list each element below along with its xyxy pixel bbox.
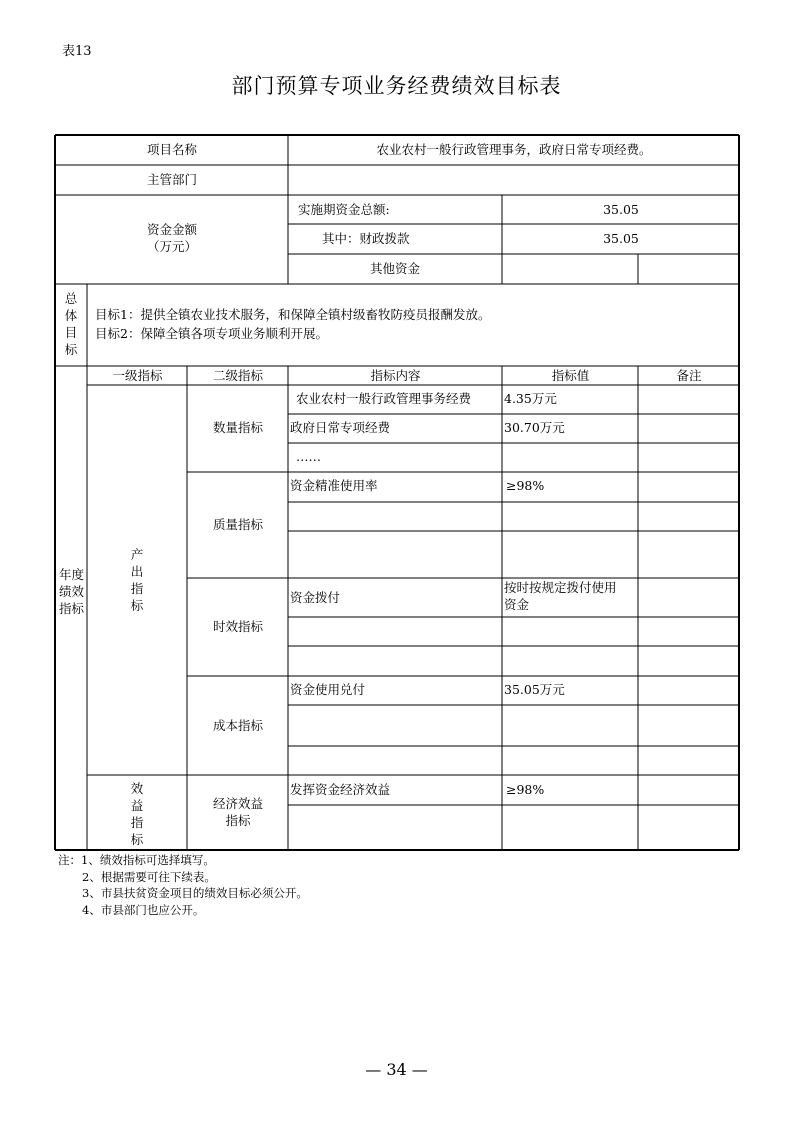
goal-line-1: 目标1：提供全镇农业技术服务，和保障全镇村级畜牧防疫员报酬发放。 — [95, 307, 491, 322]
quantity-value-2: 30.70万元 — [504, 420, 565, 435]
note-4: 4、市县部门也应公开。 — [82, 902, 205, 917]
economic-value-1: ≥98% — [506, 782, 545, 797]
economic-indicator-label: 经济效益 — [212, 796, 263, 811]
header-content: 指标内容 — [370, 368, 421, 383]
quantity-value-1: 4.35万元 — [504, 391, 557, 406]
funds-unit: （万元） — [146, 239, 197, 254]
overall-goal-label: 总体目标 — [64, 291, 78, 357]
timeliness-indicator-label: 时效指标 — [212, 619, 263, 634]
table-number: 表13 — [62, 44, 92, 59]
output-indicators-label: 产出指标 — [130, 547, 144, 613]
benefit-indicators-label: 效益指标 — [130, 781, 144, 847]
note-1: 注：1、绩效指标可选择填写。 — [58, 853, 215, 867]
header-value: 指标值 — [551, 368, 590, 383]
quality-indicator-label: 质量指标 — [212, 517, 263, 532]
cost-value-1: 35.05万元 — [504, 682, 565, 697]
other-funds-label: 其他资金 — [369, 261, 420, 276]
timeliness-value-1: 按时按规定拨付使用 — [504, 580, 617, 595]
header-level1: 一级指标 — [112, 368, 163, 383]
project-name-value: 农业农村一般行政管理事务，政府日常专项经费。 — [376, 142, 652, 157]
total-funds-label: 实施期资金总额: — [298, 202, 390, 217]
footnotes — [58, 852, 308, 918]
page-title: 部门预算专项业务经费绩效目标表 — [231, 74, 562, 98]
fiscal-funds-value: 35.05 — [603, 231, 639, 246]
quantity-content-1: 农业农村一般行政管理事务经费 — [296, 391, 472, 406]
fiscal-funds-label: 其中：财政拨款 — [322, 231, 410, 246]
quantity-content-3: …… — [296, 449, 321, 464]
funds-label: 资金金额 — [146, 222, 197, 237]
quantity-indicator-label: 数量指标 — [212, 420, 263, 435]
quality-value-1: ≥98% — [506, 478, 545, 493]
note-3: 3、市县扶贫资金项目的绩效目标必须公开。 — [82, 886, 308, 900]
header-level2: 二级指标 — [212, 368, 263, 383]
page-number: — 34 — — [365, 1060, 428, 1079]
cost-content-1: 资金使用兑付 — [290, 682, 366, 697]
department-label: 主管部门 — [146, 172, 197, 187]
header-remark: 备注 — [676, 368, 702, 383]
quality-content-1: 资金精准使用率 — [290, 478, 378, 493]
quantity-content-2: 政府日常专项经费 — [290, 420, 391, 435]
timeliness-value-1b: 资金 — [504, 597, 530, 612]
cost-indicator-label: 成本指标 — [212, 718, 263, 733]
annual-indicators-label: 年度绩效指标 — [58, 567, 84, 616]
total-funds-value: 35.05 — [603, 202, 639, 217]
note-2: 2、根据需要可往下续表。 — [82, 869, 216, 884]
project-name-label: 项目名称 — [146, 142, 197, 157]
timeliness-content-1: 资金拨付 — [290, 590, 341, 605]
economic-content-1: 发挥资金经济效益 — [290, 782, 391, 797]
goal-line-2: 目标2：保障全镇各项专项业务顺利开展。 — [95, 326, 328, 341]
economic-indicator-label-2: 指标 — [225, 813, 251, 828]
